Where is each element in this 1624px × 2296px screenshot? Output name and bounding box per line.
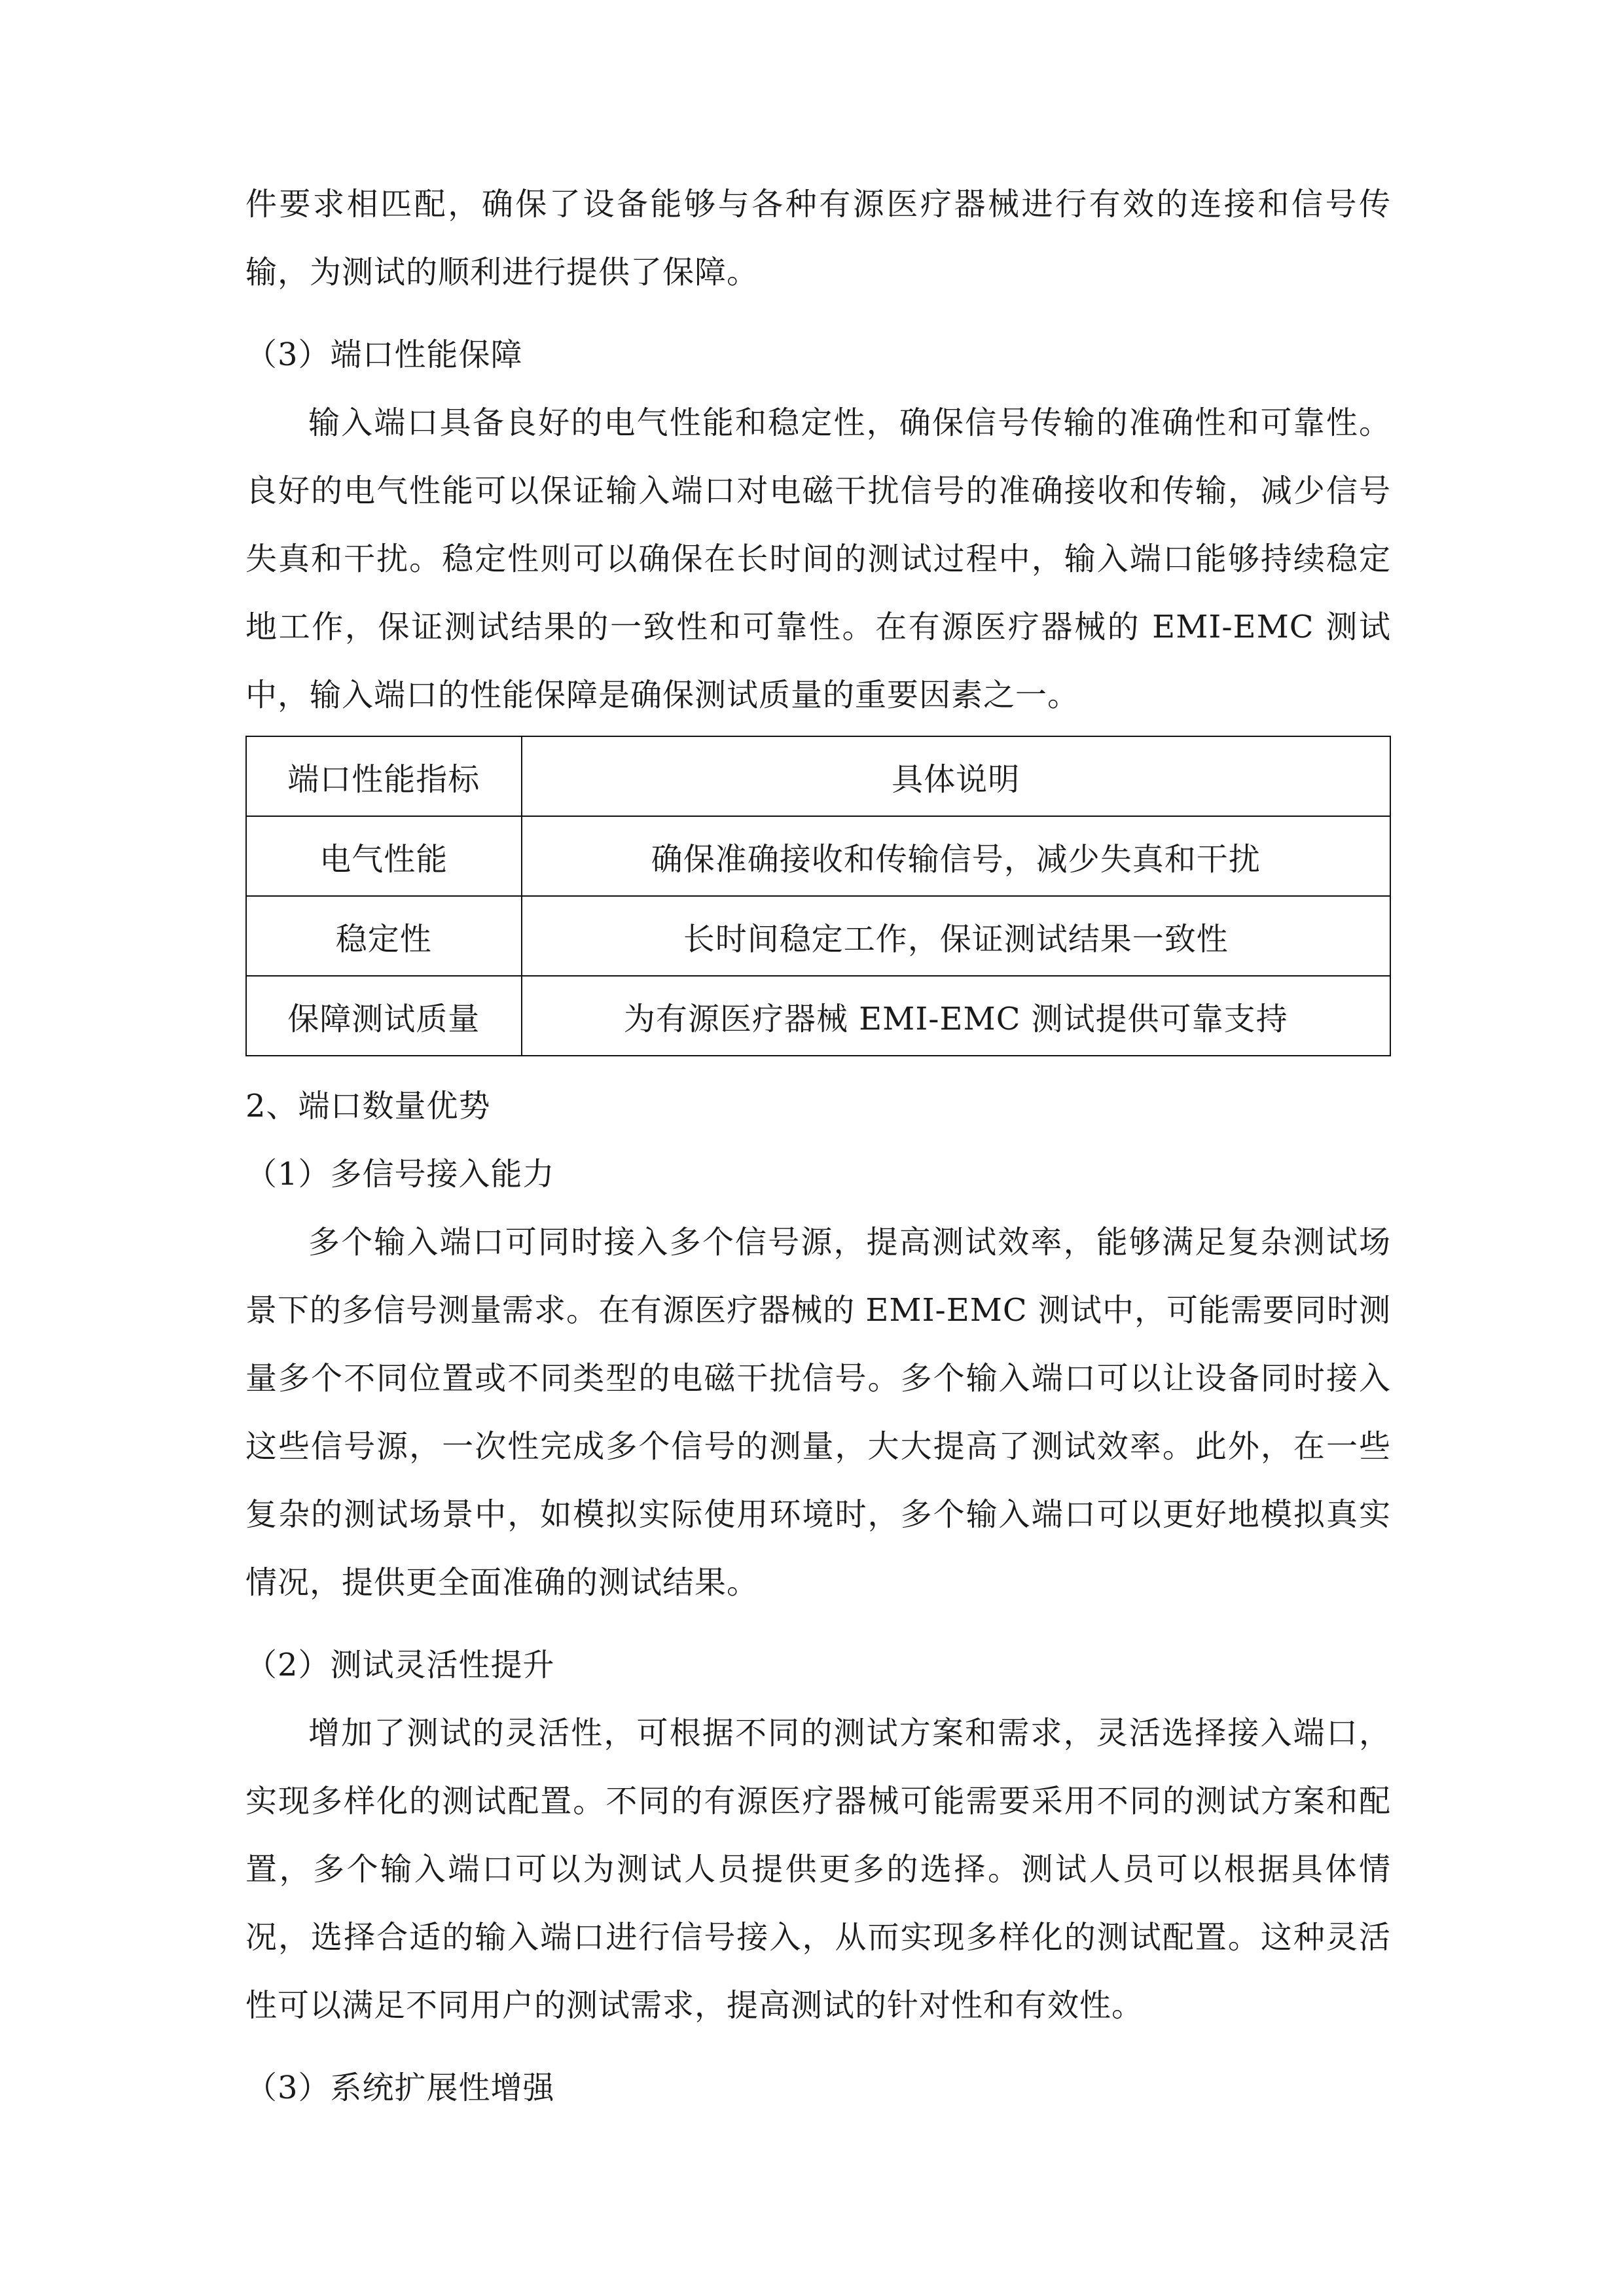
- heading-flexibility: （2）测试灵活性提升: [245, 1647, 555, 1683]
- intro-paragraph: 件要求相匹配，确保了设备能够与各种有源医疗器械进行有效的连接和信号传输，为测试的顺利进行提供了保障。: [245, 186, 1391, 291]
- heading-scalability: （3）系统扩展性增强: [245, 2070, 555, 2106]
- table-cell: 保障测试质量: [246, 976, 522, 1056]
- table-cell: 确保准确接收和传输信号，减少失真和干扰: [522, 816, 1390, 896]
- paragraph-flexibility: 增加了测试的灵活性，可根据不同的测试方案和需求，灵活选择接入端口，实现多样化的测试配置。不同的有源医疗器械可能需要采用不同的测试方案和配置，多个输入端口可以为测试人员提供更多的选择。测试人员可以根据具体情况，选择合适的输入端口进行信号接入，从而实现多样化的测试配置。这种灵活性可以满足不同用户的测试需求，提高测试的针对性和有效性。: [245, 1715, 1391, 2024]
- table-cell: 为有源医疗器械 EMI-EMC 测试提供可靠支持: [522, 976, 1390, 1056]
- table-header-cell: 具体说明: [522, 736, 1390, 816]
- table-row: [246, 896, 1390, 976]
- heading-port-performance: （3）端口性能保障: [245, 336, 523, 373]
- port-performance-table: [245, 736, 1391, 1056]
- table-cell: 长时间稳定工作，保证测试结果一致性: [522, 896, 1390, 976]
- paragraph-multi-signal: 多个输入端口可同时接入多个信号源，提高测试效率，能够满足复杂测试场景下的多信号测量需求。在有源医疗器械的 EMI-EMC 测试中，可能需要同时测量多个不同位置或不同类型的电磁干扰信号。多个输入端口可以让设备同时接入这些信号源，一次性完成多个信号的测量，大大提高了测试效率。此外，在一些复杂的测试场景中，如模拟实际使用环境时，多个输入端口可以更好地模拟真实情况，提供更全面准确的测试结果。: [245, 1224, 1391, 1601]
- table-header-cell: 端口性能指标: [246, 736, 522, 816]
- table-row: [246, 976, 1390, 1056]
- document-page: [245, 170, 1391, 2122]
- table-cell: 稳定性: [246, 896, 522, 976]
- table-cell: 电气性能: [246, 816, 522, 896]
- paragraph-port-performance: 输入端口具备良好的电气性能和稳定性，确保信号传输的准确性和可靠性。良好的电气性能可以保证输入端口对电磁干扰信号的准确接收和传输，减少信号失真和干扰。稳定性则可以确保在长时间的测试过程中，输入端口能够持续稳定地工作，保证测试结果的一致性和可靠性。在有源医疗器械的 EMI-EMC 测试中，输入端口的性能保障是确保测试质量的重要因素之一。: [245, 404, 1391, 713]
- table-row: [246, 816, 1390, 896]
- heading-port-count: 2、端口数量优势: [245, 1088, 491, 1124]
- heading-multi-signal: （1）多信号接入能力: [245, 1156, 555, 1193]
- table-header-row: [246, 736, 1390, 816]
